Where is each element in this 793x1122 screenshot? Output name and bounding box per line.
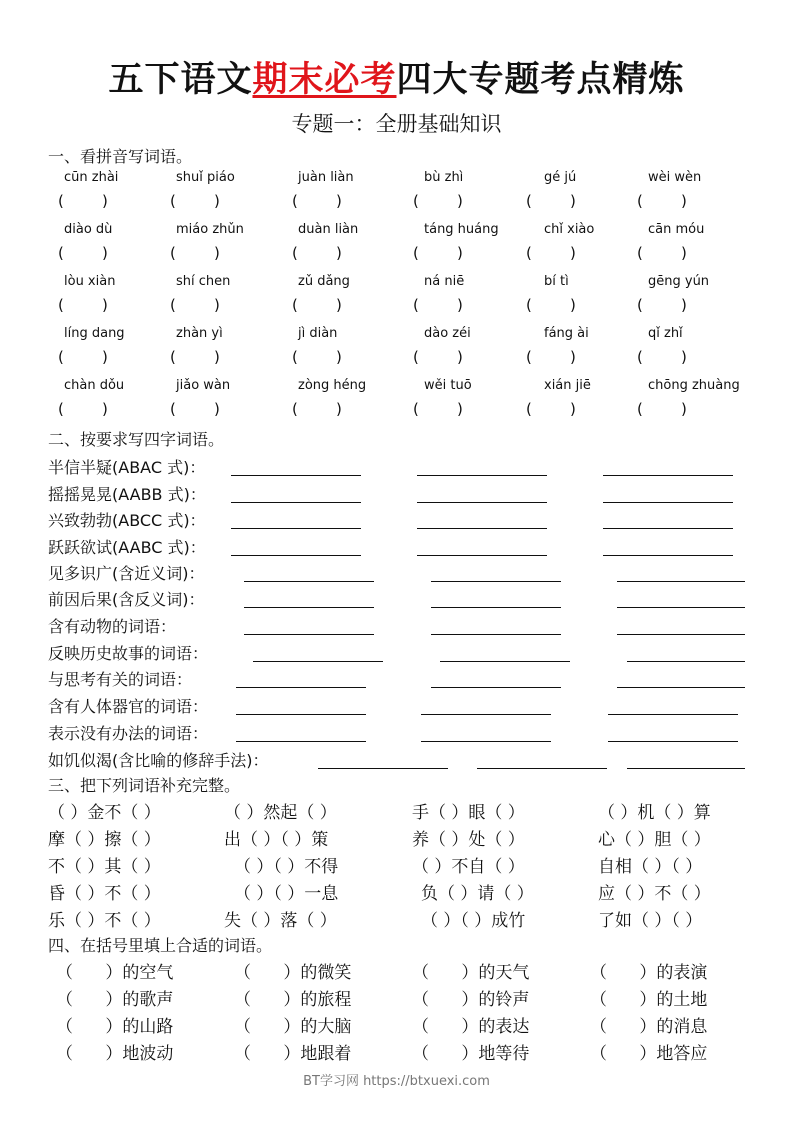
answer-line[interactable] [617, 581, 745, 582]
answer-blank[interactable]: ( ) [58, 296, 108, 314]
answer-line[interactable] [603, 528, 733, 529]
pinyin-label: bí tì [544, 274, 569, 289]
answer-blank[interactable]: ( ) [526, 296, 576, 314]
idiom-item[interactable]: 手（ ）眼（ ） [412, 803, 525, 823]
idiom-item[interactable]: 养（ ）处（ ） [412, 830, 525, 850]
answer-blank[interactable]: ( ) [637, 244, 687, 262]
phrase-item[interactable]: （ ）地等待 [412, 1044, 530, 1064]
answer-line[interactable] [318, 768, 448, 769]
idiom-item[interactable]: （ ）金不（ ） [48, 803, 161, 823]
pinyin-label: jì diàn [298, 326, 338, 341]
answer-line[interactable] [431, 581, 561, 582]
pinyin-label: shí chen [176, 274, 231, 289]
answer-blank[interactable]: ( ) [526, 192, 576, 210]
answer-blank[interactable]: ( ) [637, 400, 687, 418]
section3-heading: 三、把下列词语补充完整。 [48, 776, 241, 795]
answer-line[interactable] [627, 661, 745, 662]
answer-blank[interactable]: ( ) [170, 192, 220, 210]
answer-blank[interactable]: ( ) [526, 348, 576, 366]
idiom-item[interactable]: 了如（ ）（ ） [598, 911, 703, 931]
answer-blank[interactable]: ( ) [292, 348, 342, 366]
pinyin-label: líng dang [64, 326, 125, 341]
answer-line[interactable] [603, 555, 733, 556]
answer-line[interactable] [608, 714, 738, 715]
phrase-item[interactable]: （ ）的消息 [590, 1017, 708, 1037]
pinyin-label: zǔ dǎng [298, 274, 350, 289]
pinyin-label: jiǎo wàn [176, 378, 231, 393]
idiom-item[interactable]: （ ）（ ）不得 [234, 857, 339, 877]
idiom-item[interactable]: （ ）机（ ）算 [598, 803, 711, 823]
phrase-item[interactable]: （ ）的表达 [412, 1017, 530, 1037]
idiom-item[interactable]: 应（ ）不（ ） [598, 884, 711, 904]
answer-blank[interactable]: ( ) [58, 348, 108, 366]
answer-line[interactable] [617, 607, 745, 608]
pinyin-label: chàn dǒu [64, 378, 125, 393]
answer-line[interactable] [431, 634, 561, 635]
answer-line[interactable] [431, 607, 561, 608]
answer-line[interactable] [440, 661, 570, 662]
idiom-item[interactable]: （ ）然起（ ） [224, 803, 337, 823]
pinyin-label: lòu xiàn [64, 274, 116, 289]
phrase-item[interactable]: （ ）的歌声 [56, 990, 174, 1010]
answer-blank[interactable]: ( ) [292, 296, 342, 314]
answer-line[interactable] [417, 475, 547, 476]
idiom-item[interactable]: 心（ ）胆（ ） [598, 830, 711, 850]
answer-blank[interactable]: ( ) [292, 244, 342, 262]
pinyin-label: wèi wèn [648, 170, 702, 185]
answer-blank[interactable]: ( ) [58, 192, 108, 210]
word-requirement-label: 兴致勃勃(ABCC 式)： [48, 511, 206, 530]
answer-blank[interactable]: ( ) [58, 244, 108, 262]
title-highlight: 期末必考 [252, 60, 397, 100]
idiom-item[interactable]: 出（ ）（ ）策 [224, 830, 329, 850]
pinyin-label: ná niē [424, 274, 465, 289]
answer-blank[interactable]: ( ) [413, 348, 463, 366]
answer-line[interactable] [603, 502, 733, 503]
answer-blank[interactable]: ( ) [526, 400, 576, 418]
pinyin-label: zòng héng [298, 378, 367, 393]
pinyin-label: chǐ xiào [544, 222, 595, 237]
phrase-item[interactable]: （ ）的山路 [56, 1017, 174, 1037]
word-requirement-label: 半信半疑(ABAC 式)： [48, 458, 206, 477]
idiom-item[interactable]: （ ）不自（ ） [412, 857, 525, 877]
answer-blank[interactable]: ( ) [413, 400, 463, 418]
section1-heading: 一、看拼音写词语。 [48, 147, 193, 166]
word-requirement-label: 反映历史故事的词语： [48, 644, 209, 663]
phrase-item[interactable]: （ ）的旅程 [234, 990, 352, 1010]
answer-blank[interactable]: ( ) [170, 244, 220, 262]
pinyin-label: gé jú [544, 170, 577, 185]
document-subtitle: 专题一：全册基础知识 [291, 112, 502, 136]
phrase-item[interactable]: （ ）的表演 [590, 963, 708, 983]
pinyin-label: cān móu [648, 222, 705, 237]
pinyin-label: duàn liàn [298, 222, 359, 237]
answer-line[interactable] [421, 714, 551, 715]
pinyin-label: diào dù [64, 222, 113, 237]
pinyin-label: xián jiē [544, 378, 591, 393]
answer-line[interactable] [417, 502, 547, 503]
answer-blank[interactable]: ( ) [526, 244, 576, 262]
word-requirement-label: 含有人体器官的词语： [48, 697, 209, 716]
pinyin-label: chōng zhuàng [648, 378, 740, 393]
pinyin-label: miáo zhǔn [176, 222, 244, 237]
answer-line[interactable] [231, 502, 361, 503]
idiom-item[interactable]: （ ）（ ）一息 [234, 884, 339, 904]
pinyin-label: cūn zhài [64, 170, 119, 185]
idiom-item[interactable]: 负（ ）请（ ） [421, 884, 534, 904]
answer-blank[interactable]: ( ) [413, 192, 463, 210]
answer-line[interactable] [417, 528, 547, 529]
answer-line[interactable] [244, 634, 374, 635]
word-requirement-label: 跃跃欲试(AABC 式)： [48, 538, 206, 557]
word-requirement-label: 含有动物的词语： [48, 617, 177, 636]
answer-blank[interactable]: ( ) [292, 192, 342, 210]
answer-blank[interactable]: ( ) [413, 244, 463, 262]
phrase-item[interactable]: （ ）的空气 [56, 963, 174, 983]
answer-line[interactable] [236, 687, 366, 688]
phrase-item[interactable]: （ ）的土地 [590, 990, 708, 1010]
idiom-item[interactable]: 不（ ）其（ ） [48, 857, 161, 877]
answer-line[interactable] [617, 687, 745, 688]
phrase-item[interactable]: （ ）的天气 [412, 963, 530, 983]
word-requirement-label: 摇摇晃晃(AABB 式)： [48, 485, 206, 504]
pinyin-label: wěi tuō [424, 378, 472, 393]
pinyin-label: gēng yún [648, 274, 710, 289]
phrase-item[interactable]: （ ）地波动 [56, 1044, 174, 1064]
idiom-item[interactable]: 自相（ ）（ ） [598, 857, 703, 877]
answer-line[interactable] [231, 475, 361, 476]
answer-line[interactable] [603, 475, 733, 476]
answer-blank[interactable]: ( ) [170, 296, 220, 314]
word-requirement-label: 前因后果(含反义词)： [48, 590, 205, 609]
idiom-item[interactable]: （ ）（ ）成竹 [421, 911, 526, 931]
answer-line[interactable] [236, 741, 366, 742]
answer-blank[interactable]: ( ) [413, 296, 463, 314]
answer-line[interactable] [431, 687, 561, 688]
word-requirement-label: 与思考有关的词语： [48, 670, 193, 689]
answer-blank[interactable]: ( ) [170, 400, 220, 418]
word-requirement-label: 表示没有办法的词语： [48, 724, 209, 743]
answer-line[interactable] [231, 555, 361, 556]
answer-blank[interactable]: ( ) [58, 400, 108, 418]
idiom-item[interactable]: 失（ ）落（ ） [224, 911, 337, 931]
answer-blank[interactable]: ( ) [170, 348, 220, 366]
answer-blank[interactable]: ( ) [637, 296, 687, 314]
pinyin-label: dào zéi [424, 326, 471, 341]
word-requirement-label: 如饥似渴(含比喻的修辞手法)： [48, 751, 269, 770]
pinyin-label: qǐ zhǐ [648, 326, 683, 341]
footer-watermark: BT学习网 https://btxuexi.com [303, 1074, 490, 1089]
answer-line[interactable] [417, 555, 547, 556]
phrase-item[interactable]: （ ）地跟着 [234, 1044, 352, 1064]
answer-blank[interactable]: ( ) [292, 400, 342, 418]
pinyin-label: bù zhì [424, 170, 464, 185]
answer-line[interactable] [236, 714, 366, 715]
answer-blank[interactable]: ( ) [637, 348, 687, 366]
pinyin-label: zhàn yì [176, 326, 223, 341]
word-requirement-label: 见多识广(含近义词)： [48, 564, 205, 583]
section4-heading: 四、在括号里填上合适的词语。 [48, 936, 273, 955]
pinyin-label: táng huáng [424, 222, 499, 237]
pinyin-label: fáng ài [544, 326, 589, 341]
idiom-item[interactable]: 昏（ ）不（ ） [48, 884, 161, 904]
idiom-item[interactable]: 摩（ ）擦（ ） [48, 830, 161, 850]
document-title: 五下语文期末必考四大专题考点精炼 [108, 60, 685, 100]
answer-line[interactable] [244, 607, 374, 608]
phrase-item[interactable]: （ ）的大脑 [234, 1017, 352, 1037]
answer-line[interactable] [608, 741, 738, 742]
answer-blank[interactable]: ( ) [637, 192, 687, 210]
answer-line[interactable] [421, 741, 551, 742]
section2-heading: 二、按要求写四字词语。 [48, 430, 225, 449]
answer-line[interactable] [244, 581, 374, 582]
phrase-item[interactable]: （ ）地答应 [590, 1044, 708, 1064]
answer-line[interactable] [627, 768, 745, 769]
answer-line[interactable] [231, 528, 361, 529]
pinyin-label: shuǐ piáo [176, 170, 235, 185]
phrase-item[interactable]: （ ）的铃声 [412, 990, 530, 1010]
answer-line[interactable] [617, 634, 745, 635]
phrase-item[interactable]: （ ）的微笑 [234, 963, 352, 983]
idiom-item[interactable]: 乐（ ）不（ ） [48, 911, 161, 931]
answer-line[interactable] [253, 661, 383, 662]
answer-line[interactable] [477, 768, 607, 769]
pinyin-label: juàn liàn [298, 170, 354, 185]
